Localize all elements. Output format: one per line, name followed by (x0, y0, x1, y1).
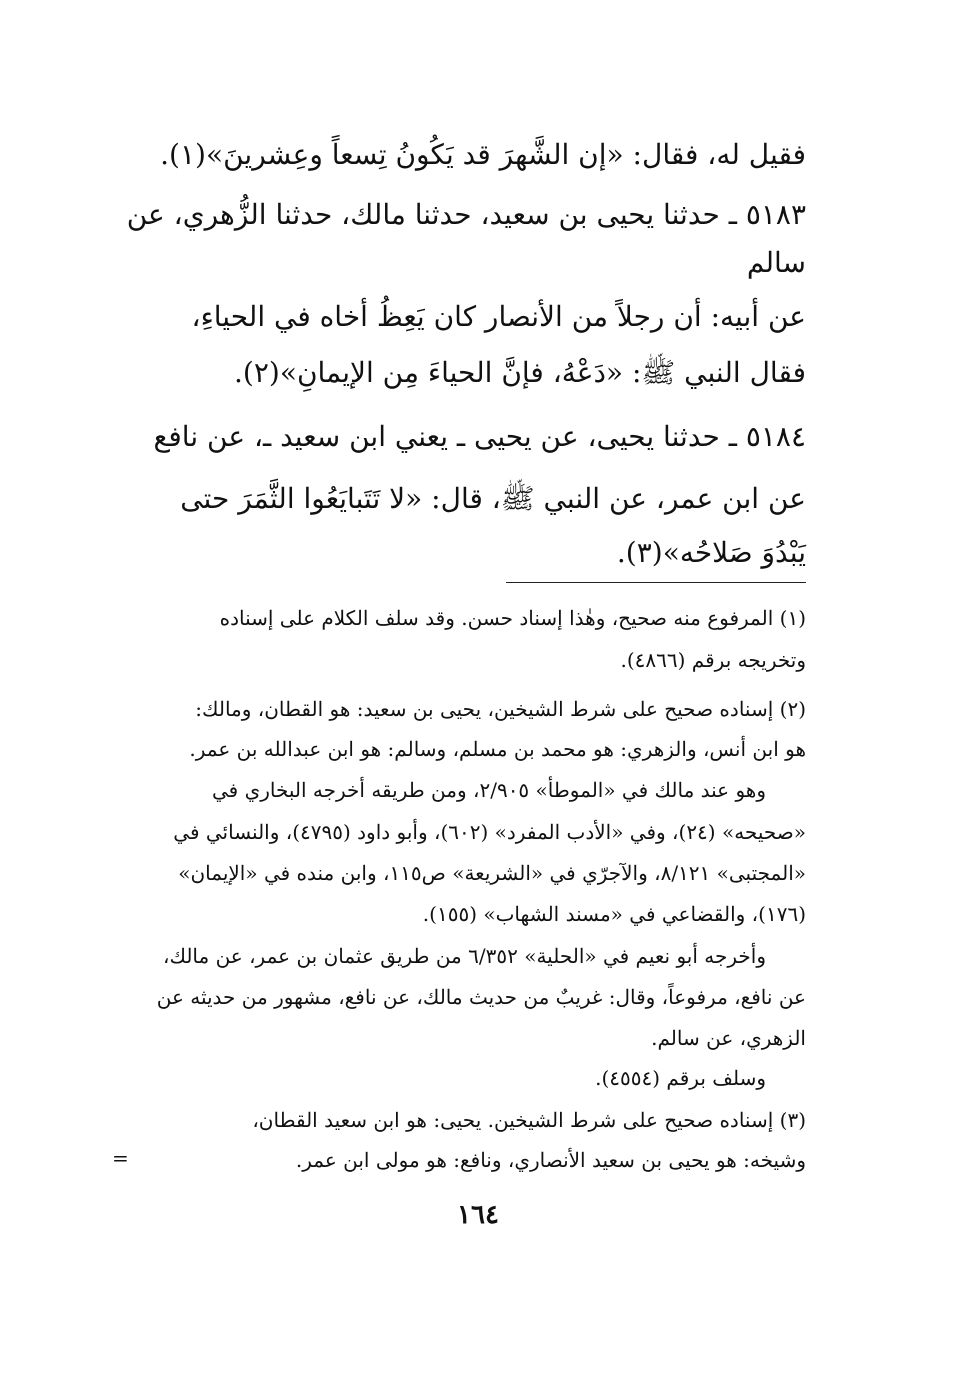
footnote-2-line-5: «المجتبى» ٨/١٢١، والآجرّي في «الشريعة» ص١١٥، وابن منده في «الإيمان» (178, 861, 806, 885)
footnote-2-line-8: عن نافع، مرفوعاً، وقال: غريبٌ من حديث مالك، عن نافع، مشهور من حديثه عن (156, 985, 806, 1009)
footnote-2-line-10: وسلف برقم (٤٥٥٤). (595, 1066, 766, 1090)
main-text-line-6: ٥١٨٤ ـ حدثنا يحيى، عن يحيى ـ يعني ابن سعيد ـ، عن نافع (153, 420, 806, 453)
main-text-line-3: سالم (746, 246, 806, 279)
footnote-3-line-2: وشيخه: هو يحيى بن سعيد الأنصاري، ونافع: هو مولى ابن عمر. (295, 1148, 806, 1172)
main-text-line-5: فقال النبي ﷺ: «دَعْهُ، فإنَّ الحياءَ مِن الإيمانِ»(٢). (234, 356, 806, 389)
main-text-line-2: ٥١٨٣ ـ حدثنا يحيى بن سعيد، حدثنا مالك، حدثنا الزُّهري، عن (126, 198, 806, 231)
footnote-2-line-3: وهو عند مالك في «الموطأ» ٢/٩٠٥، ومن طريقه أخرجه البخاري في (211, 778, 766, 802)
footnote-3-line-1: (٣) إسناده صحيح على شرط الشيخين. يحيى: هو ابن سعيد القطان، (252, 1108, 806, 1132)
page-number: ١٦٤ (457, 1200, 499, 1230)
footnote-2-line-9: الزهري، عن سالم. (651, 1026, 806, 1050)
footnote-separator (506, 582, 806, 583)
footnote-2-line-4: «صحيحه» (٢٤)، وفي «الأدب المفرد» (٦٠٢)، وأبو داود (٤٧٩٥)، والنسائي في (173, 820, 806, 844)
footnote-2-line-1: (٢) إسناده صحيح على شرط الشيخين، يحيى بن سعيد: هو القطان، ومالك: (195, 697, 806, 721)
main-text-line-4: عن أبيه: أن رجلاً من الأنصار كان يَعِظُ أخاه في الحياءِ، (191, 300, 806, 333)
main-text-line-1: فقيل له، فقال: «إن الشَّهرَ قد يَكُونُ تِسعاً وعِشرينَ»(١). (160, 138, 806, 171)
footnote-1-line-1: (١) المرفوع منه صحيح، وهٰذا إسناد حسن. وقد سلف الكلام على إسناده (219, 606, 806, 630)
footnote-2-line-6: (١٧٦)، والقضاعي في «مسند الشهاب» (١٥٥). (422, 902, 806, 926)
main-text-line-7: عن ابن عمر، عن النبي ﷺ، قال: «لا تَتَبايَعُوا الثَّمَرَ حتى (180, 482, 806, 515)
footnote-1-line-2: وتخريجه برقم (٤٨٦٦). (620, 648, 806, 672)
continuation-mark: = (112, 1146, 129, 1170)
footnote-2-line-7: وأخرجه أبو نعيم في «الحلية» ٦/٣٥٢ من طريق عثمان بن عمر، عن مالك، (163, 944, 766, 968)
main-text-line-8: يَبْدُوَ صَلاحُه»(٣). (616, 536, 806, 569)
footnote-2-line-2: هو ابن أنس، والزهري: هو محمد بن مسلم، وسالم: هو ابن عبدالله بن عمر. (189, 737, 806, 761)
